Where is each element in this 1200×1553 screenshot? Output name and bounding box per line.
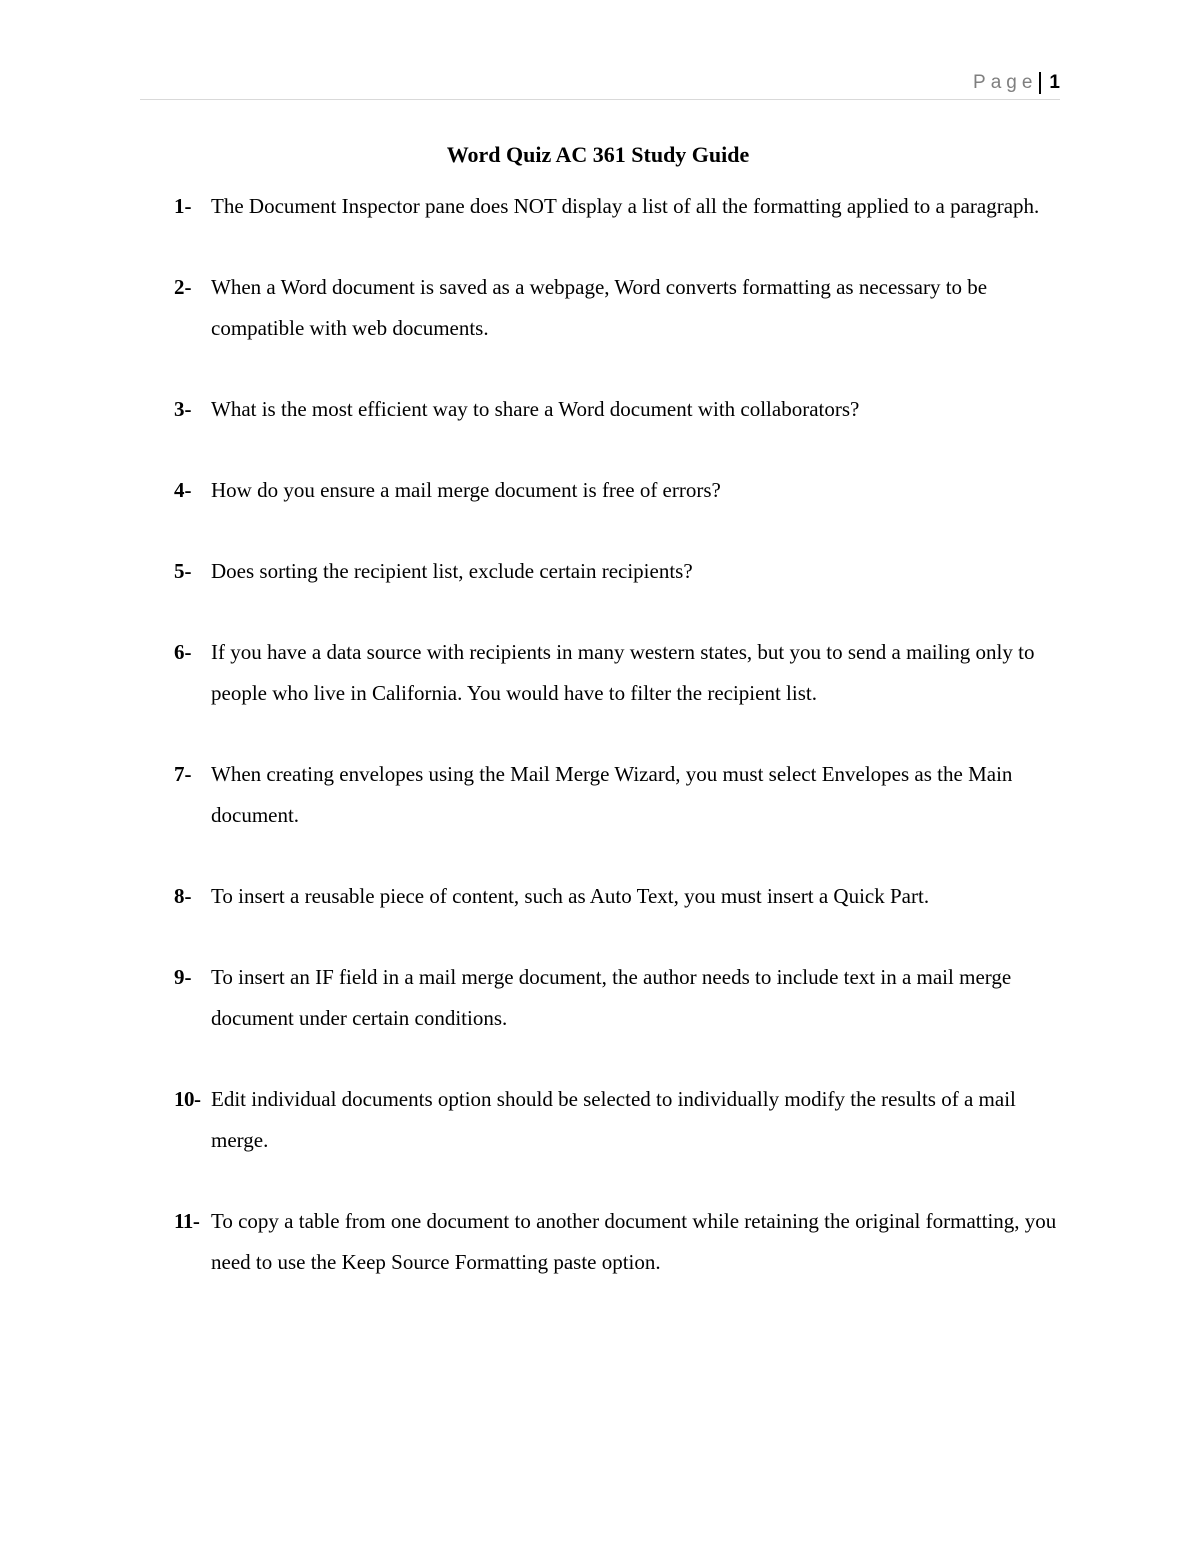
list-item [174,470,1064,511]
item-text: To copy a table from one document to another document while retaining the original formatting, you need to use the Keep Source Formatting paste option. [211,1209,1057,1274]
header-separator [1039,72,1041,94]
item-number: 1- [174,194,192,218]
item-text: When creating envelopes using the Mail Merge Wizard, you must select Envelopes as the Main document. [211,762,1013,827]
page-number: 1 [1049,72,1060,93]
document-title: Word Quiz AC 361 Study Guide [446,142,750,167]
page-label: Page [973,72,1038,93]
question-list [174,186,1064,1323]
item-text: The Document Inspector pane does NOT display a list of all the formatting applied to a paragraph. [211,194,1040,218]
list-item [174,1201,1064,1283]
item-text: How do you ensure a mail merge document is free of errors? [211,478,721,502]
item-number: 5- [174,559,192,583]
item-number: 4- [174,478,192,502]
item-text: To insert an IF field in a mail merge document, the author needs to include text in a mail merge document under certain conditions. [211,965,1012,1030]
item-number: 8- [174,884,192,908]
list-item [174,632,1064,714]
item-number: 10- [174,1087,201,1111]
item-text: Does sorting the recipient list, exclude certain recipients? [211,559,693,583]
item-number: 2- [174,275,192,299]
page-header [973,72,1060,94]
item-number: 11- [174,1209,200,1233]
item-text: Edit individual documents option should be selected to individually modify the results of a mail merge. [211,1087,1016,1152]
list-item [174,957,1064,1039]
item-text: To insert a reusable piece of content, such as Auto Text, you must insert a Quick Part. [211,884,930,908]
item-text: If you have a data source with recipients in many western states, but you to send a mailing only to people who live in California. You would have to filter the recipient list. [211,640,1035,705]
item-text: What is the most efficient way to share a Word document with collaborators? [211,397,860,421]
list-item [174,389,1064,430]
list-item [174,551,1064,592]
item-number: 9- [174,965,192,989]
item-text: When a Word document is saved as a webpage, Word converts formatting as necessary to be compatible with web documents. [211,275,988,340]
item-number: 3- [174,397,192,421]
header-rule [140,99,1060,100]
list-item [174,267,1064,349]
list-item [174,754,1064,836]
list-item [174,876,1064,917]
list-item [174,186,1064,227]
list-item [174,1079,1064,1161]
item-number: 7- [174,762,192,786]
item-number: 6- [174,640,192,664]
